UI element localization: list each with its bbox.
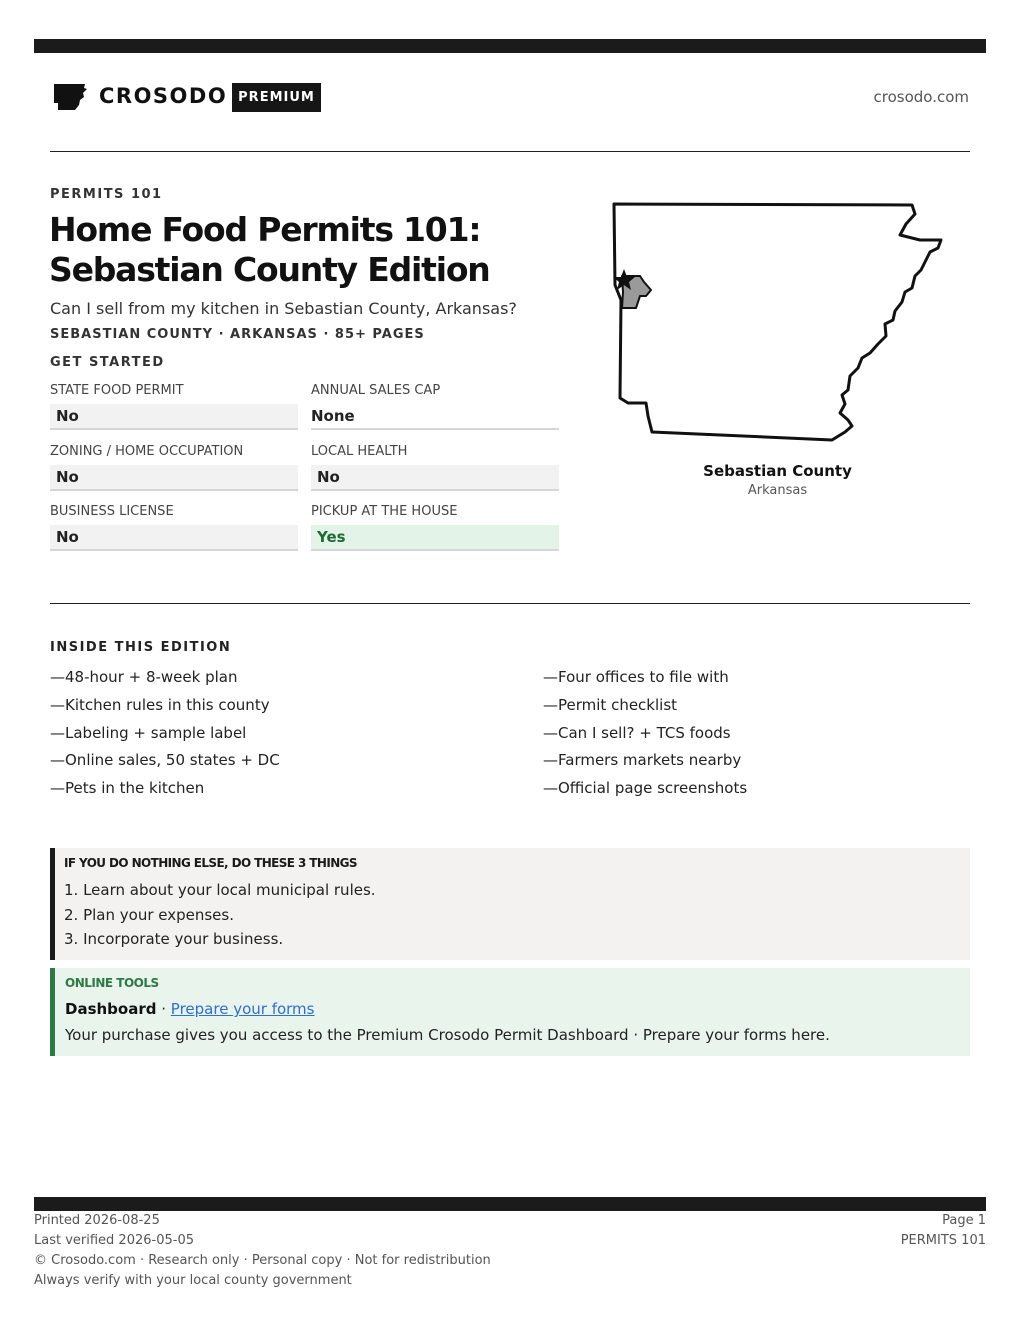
field-value: No — [50, 465, 298, 491]
site-url[interactable]: crosodo.com — [873, 88, 969, 106]
toc-item: —48-hour + 8-week plan — [50, 668, 238, 686]
toc-item: —Labeling + sample label — [50, 723, 247, 742]
edition-meta: SEBASTIAN COUNTY · ARKANSAS · 85+ PAGES — [50, 327, 425, 342]
toc-item: —Official page screenshots — [543, 779, 748, 798]
page-title-line-1: Home Food Permits 101: — [49, 210, 481, 249]
three-things-list — [64, 878, 376, 952]
field-label: LOCAL HEALTH — [311, 444, 408, 459]
field-zoning-home-occupation — [50, 444, 298, 491]
header-divider — [50, 151, 970, 152]
toc-item: —Kitchen rules in this county — [50, 695, 270, 714]
toc-item: —Can I sell? + TCS foods — [543, 723, 731, 742]
field-annual-sales-cap — [311, 383, 559, 430]
get-started-heading: GET STARTED — [50, 355, 165, 370]
field-state-food-permit — [50, 383, 298, 430]
premium-badge: PREMIUM — [232, 83, 321, 112]
field-pickup-at-house — [311, 504, 559, 551]
page-number: Page 1 — [942, 1213, 986, 1228]
toc-left-column — [50, 665, 280, 804]
online-tools-heading: ONLINE TOOLS — [65, 976, 159, 990]
verify-disclaimer: Always verify with your local county government — [34, 1273, 352, 1288]
list-item: 2. Plan your expenses. — [64, 905, 234, 924]
arkansas-outline — [614, 204, 941, 440]
toc-item: —Four offices to file with — [543, 668, 729, 686]
field-label: PICKUP AT THE HOUSE — [311, 504, 458, 519]
field-local-health — [311, 444, 559, 491]
footer-bar — [34, 1197, 986, 1211]
list-item: 3. Incorporate your business. — [64, 930, 284, 948]
field-label: BUSINESS LICENSE — [50, 504, 174, 519]
field-label: ANNUAL SALES CAP — [311, 383, 441, 398]
copyright-notice: © Crosodo.com · Research only · Personal copy · Not for redistribution — [34, 1253, 491, 1268]
toc-item: —Pets in the kitchen — [50, 779, 205, 798]
field-value: No — [50, 525, 298, 551]
verified-date: Last verified 2026-05-05 — [34, 1233, 194, 1248]
field-label: STATE FOOD PERMIT — [50, 383, 184, 398]
map-county-label: Sebastian County — [703, 462, 852, 480]
online-tools-callout — [50, 968, 970, 1056]
printed-date: Printed 2026-08-25 — [34, 1213, 160, 1228]
county-map — [605, 198, 950, 448]
prepare-forms-link[interactable]: Prepare your forms — [170, 1000, 315, 1018]
map-state-label: Arkansas — [747, 483, 808, 498]
field-value: No — [50, 404, 298, 430]
toc-right-column — [543, 665, 747, 804]
page-subtitle: Can I sell from my kitchen in Sebastian County, Arkansas? — [50, 299, 517, 318]
field-label: ZONING / HOME OCCUPATION — [50, 444, 244, 459]
section-kicker: PERMITS 101 — [50, 187, 163, 202]
toc-item: —Farmers markets nearby — [543, 751, 742, 770]
footer-section: PERMITS 101 — [900, 1233, 986, 1248]
section-divider — [50, 603, 970, 604]
toc-item: —Online sales, 50 states + DC — [50, 751, 280, 770]
top-bar — [34, 39, 986, 53]
field-value: Yes — [311, 525, 559, 551]
brand-name[interactable]: CROSODO — [99, 84, 228, 108]
callout-heading: IF YOU DO NOTHING ELSE, DO THESE 3 THINGS — [64, 856, 357, 870]
arkansas-state-icon — [52, 82, 88, 112]
dashboard-description: Your purchase gives you access to the Premium Crosodo Permit Dashboard · Prepare your forms here. — [65, 1026, 830, 1044]
list-item: 1. Learn about your local municipal rules. — [64, 881, 376, 899]
inside-edition-heading: INSIDE THIS EDITION — [50, 640, 232, 655]
dashboard-label: Dashboard — [65, 1000, 157, 1018]
field-value: No — [311, 465, 559, 491]
three-things-callout — [50, 848, 970, 960]
field-business-license — [50, 504, 298, 551]
page-title — [49, 210, 589, 290]
dashboard-line — [65, 1000, 314, 1018]
separator: · — [156, 1000, 171, 1018]
toc-item: —Permit checklist — [543, 695, 678, 714]
page-title-line-2: Sebastian County Edition — [49, 250, 490, 289]
field-value: None — [311, 404, 559, 430]
